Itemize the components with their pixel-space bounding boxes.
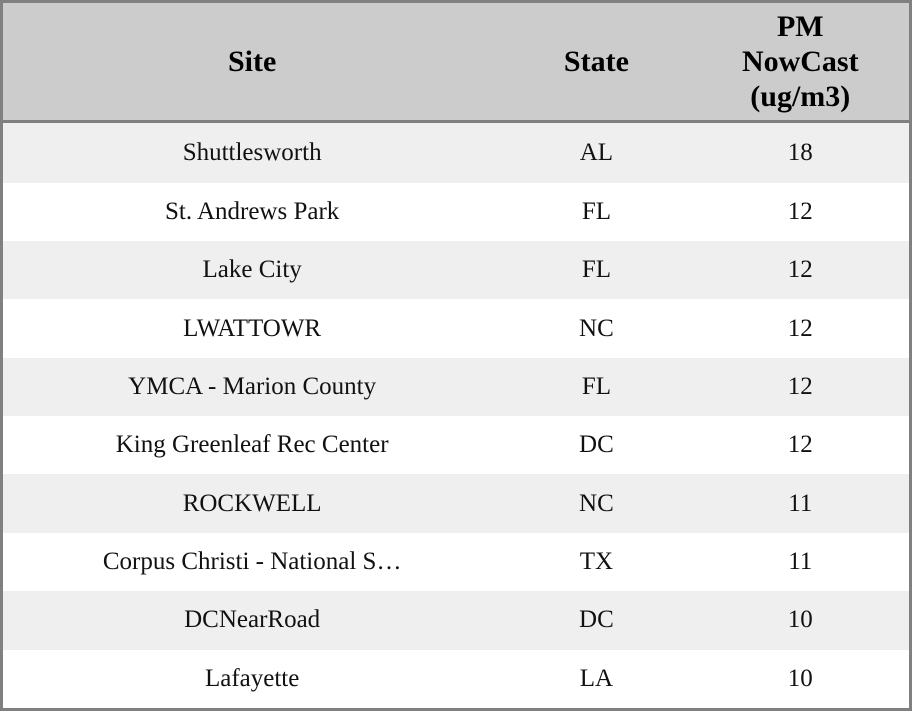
cell-state: TX xyxy=(501,533,691,591)
cell-state: LA xyxy=(501,650,691,708)
cell-site: YMCA - Marion County xyxy=(3,358,501,416)
pm-nowcast-table xyxy=(3,3,909,708)
cell-pm-nowcast: 12 xyxy=(692,299,909,357)
cell-state: DC xyxy=(501,416,691,474)
column-header-pm-nowcast-line-1: PM xyxy=(776,10,824,43)
cell-state: NC xyxy=(501,474,691,532)
column-header-pm-nowcast-line-3: (ug/m3) xyxy=(750,80,851,114)
table-row xyxy=(3,299,909,357)
table-header-row xyxy=(3,3,909,122)
cell-pm-nowcast: 18 xyxy=(692,122,909,183)
column-header-pm-nowcast-line-2: NowCast xyxy=(741,45,859,79)
column-header-site xyxy=(3,3,501,122)
cell-pm-nowcast: 12 xyxy=(692,241,909,299)
cell-site: Lafayette xyxy=(3,650,501,708)
column-header-state xyxy=(501,3,691,122)
cell-pm-nowcast: 11 xyxy=(692,533,909,591)
table-row xyxy=(3,358,909,416)
cell-site: Lake City xyxy=(3,241,501,299)
cell-site: Corpus Christi - National S… xyxy=(3,533,501,591)
table-row xyxy=(3,591,909,649)
cell-site: St. Andrews Park xyxy=(3,183,501,241)
table-row xyxy=(3,122,909,183)
cell-site: Shuttlesworth xyxy=(3,122,501,183)
cell-state: FL xyxy=(501,358,691,416)
table-row xyxy=(3,650,909,708)
table-row xyxy=(3,183,909,241)
cell-pm-nowcast: 12 xyxy=(692,358,909,416)
table-row xyxy=(3,416,909,474)
cell-state: AL xyxy=(501,122,691,183)
cell-pm-nowcast: 12 xyxy=(692,183,909,241)
cell-pm-nowcast: 11 xyxy=(692,474,909,532)
table-row xyxy=(3,474,909,532)
cell-pm-nowcast: 12 xyxy=(692,416,909,474)
table-row xyxy=(3,533,909,591)
cell-pm-nowcast: 10 xyxy=(692,591,909,649)
cell-pm-nowcast: 10 xyxy=(692,650,909,708)
column-header-state-line-1: State xyxy=(563,45,629,79)
cell-site: LWATTOWR xyxy=(3,299,501,357)
cell-state: DC xyxy=(501,591,691,649)
cell-state: FL xyxy=(501,241,691,299)
table-row xyxy=(3,241,909,299)
cell-site: DCNearRoad xyxy=(3,591,501,649)
column-header-site-line-1: Site xyxy=(227,45,277,79)
cell-site: King Greenleaf Rec Center xyxy=(3,416,501,474)
cell-state: NC xyxy=(501,299,691,357)
table-body xyxy=(3,122,909,708)
table-header xyxy=(3,3,909,122)
cell-site: ROCKWELL xyxy=(3,474,501,532)
column-header-pm-nowcast xyxy=(692,3,909,122)
cell-state: FL xyxy=(501,183,691,241)
